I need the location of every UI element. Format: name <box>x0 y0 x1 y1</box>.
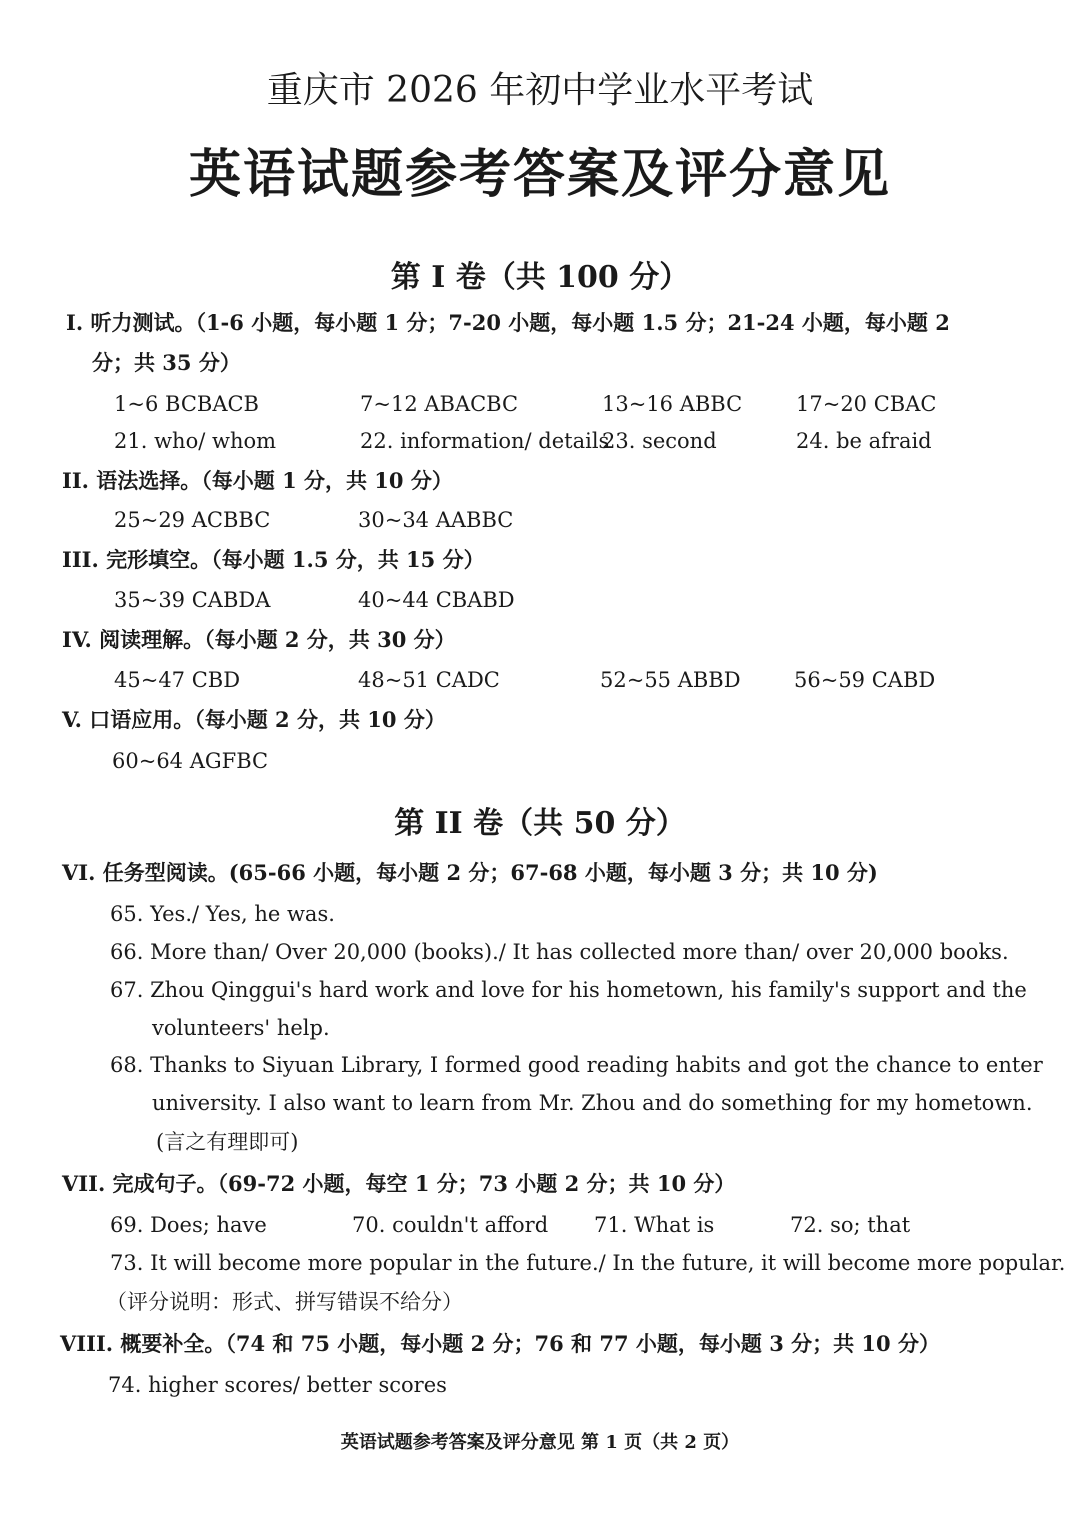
answer-item: 66. More than/ Over 20,000 (books)./ It has collected more than/ over 20,000 books. <box>110 940 1009 964</box>
section-5-heading: V. 口语应用。（每小题 2 分，共 10 分） <box>62 707 446 732</box>
answer-item: 52~55 ABBD <box>600 668 741 692</box>
page-footer: 英语试题参考答案及评分意见 第 1 页（共 2 页） <box>340 1432 740 1453</box>
answer-item: 60~64 AGFBC <box>112 749 269 773</box>
scoring-note: （评分说明：形式、拼写错误不给分） <box>106 1290 463 1314</box>
answer-item: 45~47 CBD <box>114 668 241 692</box>
answer-item: 74. higher scores/ better scores <box>108 1373 447 1397</box>
answer-item: 72. so; that <box>790 1213 911 1237</box>
document-title: 英语试题参考答案及评分意见 <box>188 144 891 205</box>
answer-item: 1~6 BCBACB <box>114 392 259 416</box>
answer-item: 7~12 ABACBC <box>360 392 519 416</box>
answer-item: 24. be afraid <box>796 429 932 453</box>
answer-item: 70. couldn't afford <box>352 1213 549 1237</box>
answer-item: 48~51 CADC <box>358 668 500 692</box>
answer-item-cont: university. I also want to learn from Mr. Zhou and do something for my hometown. <box>152 1091 1033 1115</box>
answer-item: 67. Zhou Qinggui's hard work and love for his hometown, his family's support and the <box>110 978 1027 1002</box>
answer-item: 30~34 AABBC <box>358 508 514 532</box>
scoring-note: (言之有理即可) <box>156 1130 299 1154</box>
part-1-title: 第 I 卷（共 100 分） <box>390 260 690 295</box>
answer-item: 73. It will become more popular in the future./ In the future, it will become more popular. <box>110 1251 1066 1275</box>
answer-item: 25~29 ACBBC <box>114 508 271 532</box>
answer-item: 69. Does; have <box>110 1213 267 1237</box>
section-7-heading: VII. 完成句子。（69-72 小题，每空 1 分；73 小题 2 分；共 10 分） <box>62 1171 736 1196</box>
answer-item: 23. second <box>602 429 717 453</box>
answer-item-cont: volunteers' help. <box>152 1016 330 1040</box>
answer-item: 22. information/ details <box>360 429 610 453</box>
section-1-heading: I. 听力测试。（1-6 小题，每小题 1 分；7-20 小题，每小题 1.5 分；21-24 小题，每小题 2 <box>66 310 950 335</box>
answer-item: 35~39 CABDA <box>114 588 271 612</box>
answer-item: 71. What is <box>594 1213 715 1237</box>
answer-item: 13~16 ABBC <box>602 392 743 416</box>
section-3-heading: III. 完形填空。（每小题 1.5 分，共 15 分） <box>62 547 485 572</box>
answer-item: 21. who/ whom <box>114 429 277 453</box>
answer-item: 68. Thanks to Siyuan Library, I formed good reading habits and got the chance to enter <box>110 1053 1043 1077</box>
answer-item: 17~20 CBAC <box>796 392 937 416</box>
answer-item: 56~59 CABD <box>794 668 936 692</box>
section-6-heading: VI. 任务型阅读。(65-66 小题，每小题 2 分；67-68 小题，每小题 3 分；共 10 分) <box>62 860 878 885</box>
section-1-heading-cont: 分；共 35 分） <box>92 350 241 375</box>
answer-item: 65. Yes./ Yes, he was. <box>110 902 335 926</box>
section-2-heading: II. 语法选择。（每小题 1 分，共 10 分） <box>62 468 453 493</box>
section-8-heading: VIII. 概要补全。（74 和 75 小题，每小题 2 分；76 和 77 小题，每小题 3 分；共 10 分） <box>60 1331 940 1356</box>
part-2-title: 第 II 卷（共 50 分） <box>394 806 686 841</box>
answer-item: 40~44 CBABD <box>358 588 515 612</box>
exam-title: 重庆市 2026 年初中学业水平考试 <box>266 70 814 111</box>
section-4-heading: IV. 阅读理解。（每小题 2 分，共 30 分） <box>62 627 456 652</box>
